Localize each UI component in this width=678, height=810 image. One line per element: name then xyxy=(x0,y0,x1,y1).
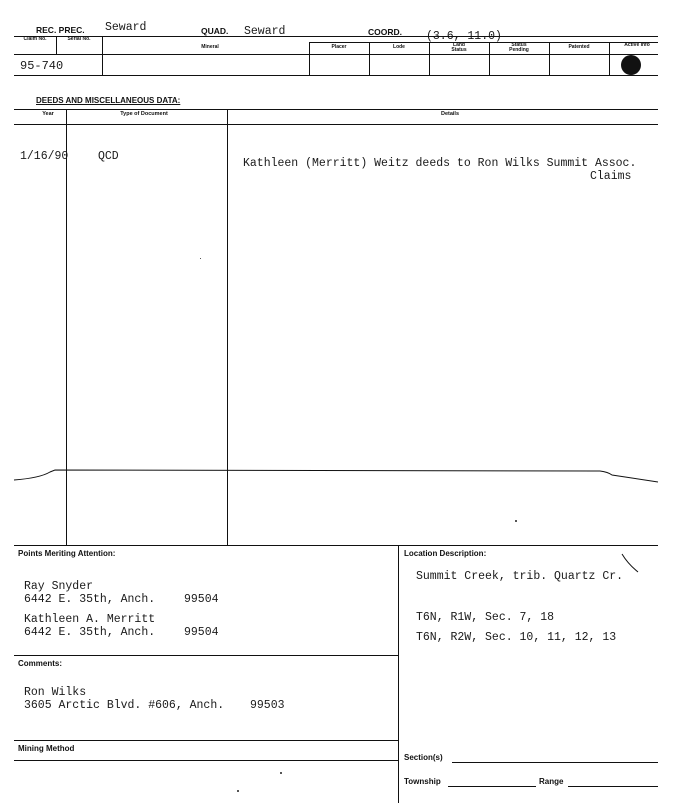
col-divider xyxy=(609,42,610,75)
col-status-pending: Status Pending xyxy=(509,42,529,53)
contact-name: Ray Snyder xyxy=(24,580,94,593)
header-top-rule xyxy=(14,36,658,37)
bottom-center-divider xyxy=(398,545,399,803)
contact-zip: 99504 xyxy=(184,626,219,639)
range-label: Range xyxy=(539,777,564,786)
torn-edge-line xyxy=(0,462,678,497)
header-mid-rule xyxy=(14,54,658,55)
col-type: Type of Document xyxy=(120,111,168,117)
contact-address: 6442 E. 35th, Anch. xyxy=(24,626,156,639)
col-lode: Lode xyxy=(393,44,405,50)
col-divider xyxy=(429,42,430,75)
speck xyxy=(200,258,201,259)
township-label: Township xyxy=(404,777,441,786)
deeds-top-rule xyxy=(14,109,658,110)
col-serial-no: Serial No. xyxy=(67,36,91,42)
mining-method-label: Mining Method xyxy=(18,744,75,753)
quad-label: QUAD. xyxy=(201,26,229,36)
col-divider xyxy=(309,42,310,75)
header-col-rule xyxy=(309,42,658,43)
comments-rule xyxy=(14,655,398,656)
contact-name: Kathleen A. Merritt xyxy=(24,613,156,626)
deeds-head-rule xyxy=(14,124,658,125)
mining-rule xyxy=(14,740,398,741)
comment-name: Ron Wilks xyxy=(24,686,87,699)
col-divider xyxy=(489,42,490,75)
location-line2: T6N, R1W, Sec. 7, 18 xyxy=(416,611,555,624)
sections-label: Section(s) xyxy=(404,753,443,762)
col-divider xyxy=(549,42,550,75)
col-year: Year xyxy=(42,111,54,117)
col-divider xyxy=(102,36,103,75)
location-label: Location Description: xyxy=(404,549,487,558)
contact-zip: 99504 xyxy=(184,593,219,606)
contact-address: 6442 E. 35th, Anch. xyxy=(24,593,156,606)
active-info-filled-dot xyxy=(621,55,641,75)
deed-type: QCD xyxy=(98,150,119,163)
col-mineral: Mineral xyxy=(201,44,219,50)
speck xyxy=(280,772,282,774)
col-patented: Patented xyxy=(568,44,590,50)
rec-prec-label: REC. PREC. xyxy=(36,25,85,35)
comment-zip: 99503 xyxy=(250,699,285,712)
location-line3: T6N, R2W, Sec. 10, 11, 12, 13 xyxy=(416,631,617,644)
rec-prec-value: Seward xyxy=(105,21,147,34)
col-claim-no: Claim No. xyxy=(23,36,47,42)
speck xyxy=(237,790,239,792)
header-bottom-rule xyxy=(14,75,658,76)
col-active-info: Active Info xyxy=(624,42,650,48)
col-land-status: Land Status xyxy=(451,42,467,53)
coord-value: (3.6, 11.0) xyxy=(426,30,502,43)
bottom-top-rule xyxy=(14,545,658,546)
deed-details-line2: Claims xyxy=(590,170,632,183)
col-details: Details xyxy=(440,111,460,117)
deed-details-line1: Kathleen (Merritt) Weitz deeds to Ron Wilks Summit Assoc. xyxy=(243,157,637,170)
coord-label: COORD. xyxy=(368,27,402,37)
deeds-title: DEEDS AND MISCELLANEOUS DATA: xyxy=(36,96,181,105)
location-line1: Summit Creek, trib. Quartz Cr. xyxy=(416,570,624,583)
mining-lower-rule xyxy=(14,760,398,761)
range-blank xyxy=(568,786,658,787)
claim-no-value: 95-740 xyxy=(20,59,64,73)
speck xyxy=(515,520,517,522)
comments-label: Comments: xyxy=(18,659,63,668)
sections-blank xyxy=(452,762,658,763)
points-label: Points Meriting Attention: xyxy=(18,549,116,558)
col-placer: Placer xyxy=(331,44,347,50)
comment-address: 3605 Arctic Blvd. #606, Anch. xyxy=(24,699,225,712)
deed-year: 1/16/90 xyxy=(20,150,69,163)
col-divider xyxy=(56,36,57,54)
col-divider xyxy=(369,42,370,75)
quad-value: Seward xyxy=(244,25,286,38)
township-blank xyxy=(448,786,536,787)
